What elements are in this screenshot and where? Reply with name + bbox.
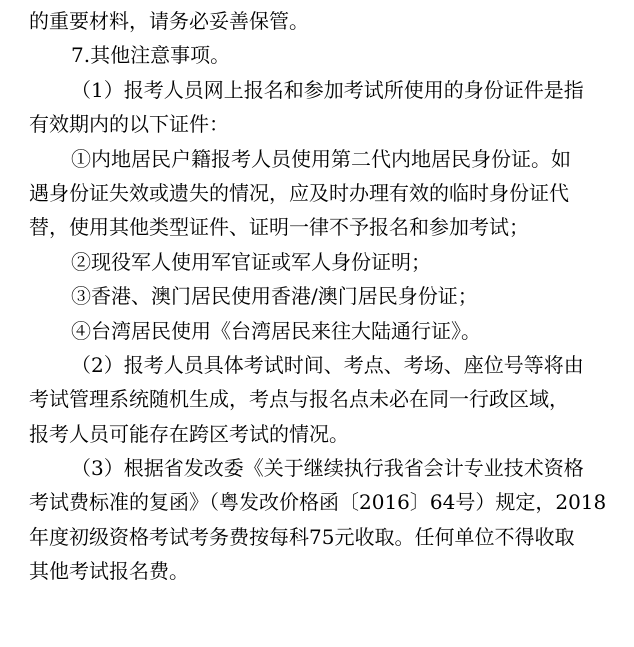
text-line: 考试管理系统随机生成，考点与报名点未必在同一行政区域， — [29, 387, 569, 412]
text-line: （2）报考人员具体考试时间、考点、考场、座位号等将由 — [71, 352, 584, 377]
text-line: 的重要材料，请务必妥善保管。 — [29, 9, 309, 33]
text-line: 遇身份证失效或遗失的情况，应及时办理有效的临时身份证代 — [29, 180, 569, 205]
text-line: 有效期内的以下证件： — [29, 112, 229, 137]
text-line: ②现役军人使用军官证或军人身份证明； — [71, 249, 431, 274]
text-line: （1）报考人员网上报名和参加考试所使用的身份证件是指 — [71, 77, 584, 102]
text-line: （3）根据省发改委《关于继续执行我省会计专业技术资格 — [71, 456, 584, 481]
section-heading: 7.其他注意事项。 — [71, 43, 231, 68]
text-line: 替，使用其他类型证件、证明一律不予报名和参加考试； — [29, 215, 529, 240]
text-line: 考试费标准的复函》（粤发改价格函〔2016〕64号）规定，2018 — [29, 490, 607, 515]
text-line: ①内地居民户籍报考人员使用第二代内地居民身份证。如 — [71, 146, 571, 171]
text-line: ③香港、澳门居民使用香港/澳门居民身份证； — [71, 284, 478, 309]
text-line: 报考人员可能存在跨区考试的情况。 — [29, 421, 349, 446]
text-line: ④台湾居民使用《台湾居民来往大陆通行证》。 — [71, 318, 481, 343]
text-line: 年度初级资格考试考务费按每科75元收取。任何单位不得收取 — [29, 524, 575, 549]
text-line: 其他考试报名费。 — [29, 559, 189, 584]
